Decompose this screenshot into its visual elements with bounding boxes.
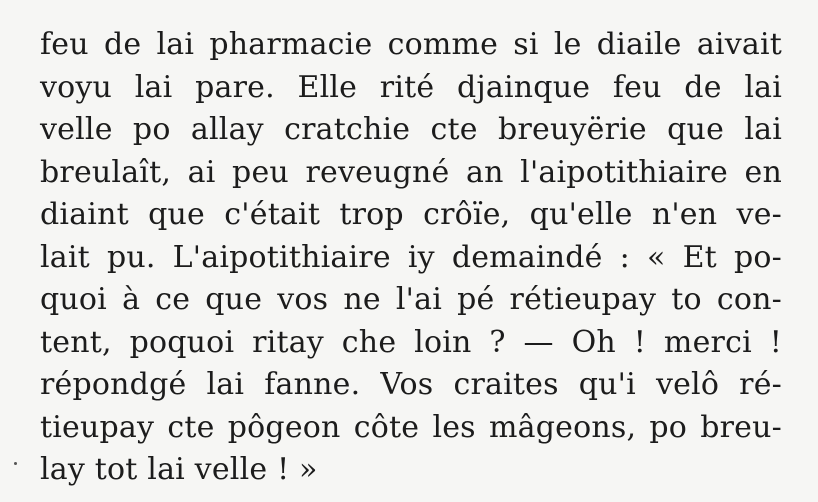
text-line-7: quoi à ce que vos ne l'ai pé rétieupay to con- bbox=[40, 282, 782, 317]
text-line-11: lay tot lai velle ! » bbox=[40, 452, 318, 487]
text-line-3: velle po allay cratchie cte breuyërie que lai bbox=[40, 112, 782, 147]
text-line-10: tieupay cte pôgeon côte les mâgeons, po breu- bbox=[40, 409, 782, 445]
scan-speck bbox=[14, 462, 17, 465]
text-line-5: diaint que c'était trop crôïe, qu'elle n'en ve- bbox=[40, 197, 782, 232]
text-line-4: breulaît, ai peu reveugné an l'aipotithiaire en bbox=[40, 154, 782, 190]
text-line-6: lait pu. L'aipotithiaire iy demaindé : « Et po- bbox=[40, 239, 782, 275]
text-line-9: répondgé lai fanne. Vos craites qu'i velô ré- bbox=[40, 367, 782, 402]
text-line-8: tent, poquoi ritay che loin ? — Oh ! merci ! bbox=[40, 324, 782, 360]
text-line-2: voyu lai pare. Elle rité djainque feu de lai bbox=[40, 69, 782, 105]
paragraph-text bbox=[40, 24, 782, 492]
text-line-1: feu de lai pharmacie comme si le diaile aivait bbox=[40, 27, 782, 62]
